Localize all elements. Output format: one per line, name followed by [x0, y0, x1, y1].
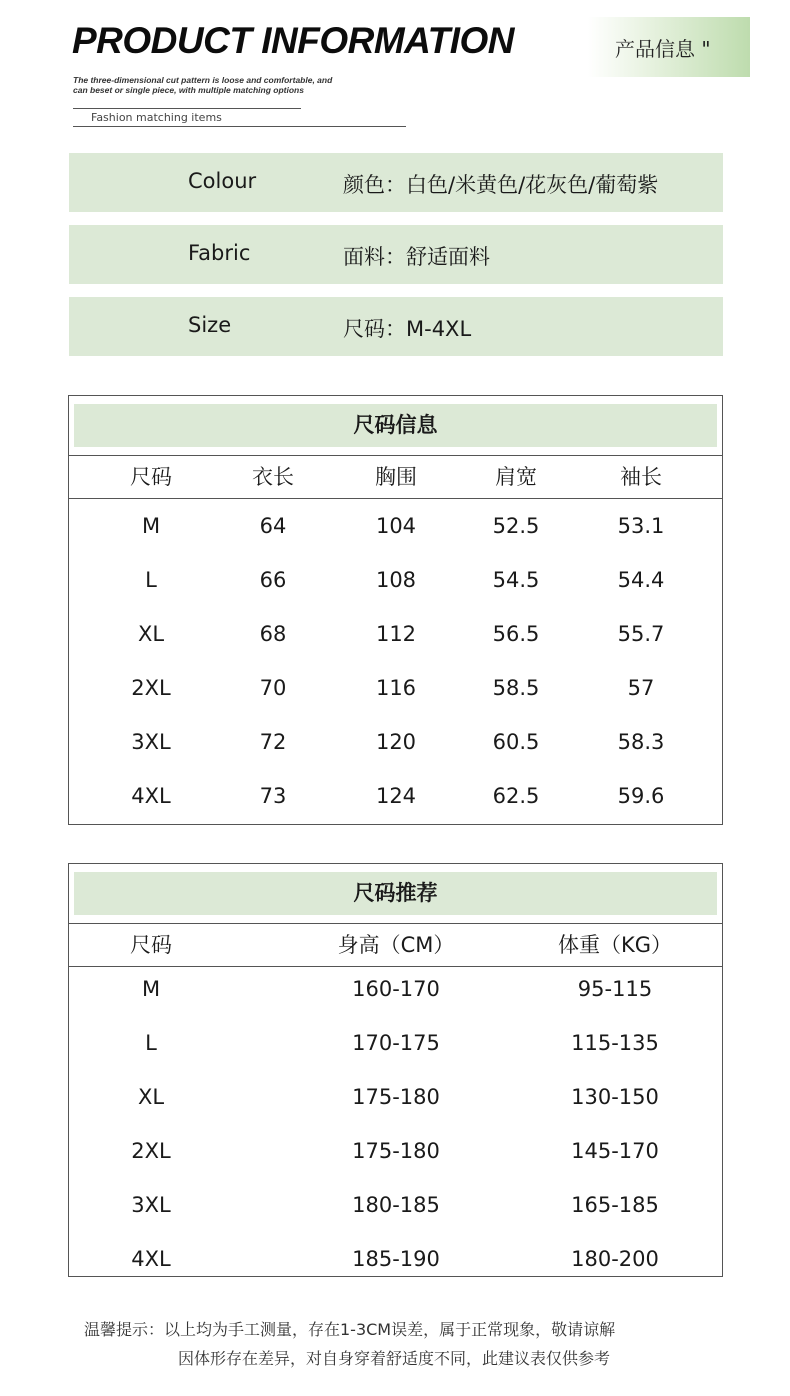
table-cell: 165-185 [571, 1193, 659, 1217]
table-row [69, 974, 722, 1004]
column-header: 胸围 [375, 465, 417, 489]
table-cell: 66 [259, 568, 287, 592]
table-cell: L [145, 568, 157, 592]
table-row [69, 1244, 722, 1274]
header-subtext [73, 75, 403, 95]
table-cell: 175-180 [352, 1085, 440, 1109]
table-cell: 59.6 [617, 784, 665, 808]
divider [73, 108, 301, 109]
table-rule [69, 923, 722, 924]
table-cell: 4XL [131, 784, 171, 808]
table-cell: 3XL [131, 730, 171, 754]
table-row [69, 1082, 722, 1112]
table-row [69, 1190, 722, 1220]
info-value: 面料：舒适面料 [343, 245, 490, 269]
table-cell: 115-135 [571, 1031, 659, 1055]
product-info-badge [588, 17, 750, 77]
column-header: 尺码 [130, 933, 172, 957]
table-cell: M [141, 977, 161, 1001]
table-rule [69, 498, 722, 499]
table-cell: 130-150 [571, 1085, 659, 1109]
table-cell: 2XL [131, 676, 171, 700]
table-row [69, 619, 722, 649]
table-cell: 95-115 [577, 977, 653, 1001]
column-header: 身高（CM） [337, 933, 455, 957]
table-cell: 56.5 [492, 622, 540, 646]
table-cell: 3XL [131, 1193, 171, 1217]
table-cell: 145-170 [571, 1139, 659, 1163]
table-cell: L [145, 1031, 157, 1055]
table-cell: 68 [259, 622, 287, 646]
table-title: 尺码信息 [74, 404, 717, 447]
table-cell: 57 [627, 676, 655, 700]
table-row [69, 511, 722, 541]
size-info-table [68, 395, 723, 825]
info-value: 颜色：白色/米黄色/花灰色/葡萄紫 [343, 173, 659, 197]
table-cell: 180-200 [571, 1247, 659, 1271]
table-row [69, 673, 722, 703]
column-header: 尺码 [130, 465, 172, 489]
table-cell: 108 [375, 568, 417, 592]
table-cell: 54.4 [617, 568, 665, 592]
note-line-2: 因体形存在差异，对自身穿着舒适度不同，此建议表仅供参考 [178, 1349, 611, 1368]
table-cell: XL [137, 1085, 165, 1109]
table-cell: 180-185 [352, 1193, 440, 1217]
table-row [69, 1028, 722, 1058]
column-header: 衣长 [252, 465, 294, 489]
table-row [69, 565, 722, 595]
table-cell: 58.5 [492, 676, 540, 700]
note-line-1: 温馨提示：以上均为手工测量，存在1-3CM误差，属于正常现象，敬请谅解 [84, 1320, 616, 1339]
table-cell: 58.3 [617, 730, 665, 754]
table-cell: 70 [259, 676, 287, 700]
info-row-colour [69, 153, 723, 212]
table-cell: 160-170 [352, 977, 440, 1001]
table-cell: M [141, 514, 161, 538]
table-cell: XL [137, 622, 165, 646]
table-row [69, 727, 722, 757]
table-rule [69, 966, 722, 967]
info-label: Size [188, 313, 232, 337]
table-cell: 72 [259, 730, 287, 754]
table-cell: 54.5 [492, 568, 540, 592]
table-cell: 52.5 [492, 514, 540, 538]
column-header: 体重（KG） [557, 933, 673, 957]
info-row-fabric [69, 225, 723, 284]
badge-label: 产品信息 " [615, 37, 711, 61]
table-cell: 4XL [131, 1247, 171, 1271]
table-header-row [69, 930, 722, 960]
table-title: 尺码推荐 [74, 872, 717, 915]
table-cell: 170-175 [352, 1031, 440, 1055]
divider [73, 126, 406, 127]
table-cell: 104 [375, 514, 417, 538]
table-row [69, 781, 722, 811]
column-header: 袖长 [620, 465, 662, 489]
fashion-caption: Fashion matching items [91, 111, 222, 124]
table-cell: 62.5 [492, 784, 540, 808]
table-cell: 60.5 [492, 730, 540, 754]
table-cell: 73 [259, 784, 287, 808]
table-cell: 185-190 [352, 1247, 440, 1271]
page-title: PRODUCT INFORMATION [72, 20, 514, 61]
table-rule [69, 455, 722, 456]
table-cell: 116 [375, 676, 417, 700]
info-row-size [69, 297, 723, 356]
column-header: 肩宽 [495, 465, 537, 489]
table-cell: 2XL [131, 1139, 171, 1163]
table-cell: 124 [375, 784, 417, 808]
subtext-line-1: The three-dimensional cut pattern is loose and comfortable, and [73, 75, 333, 85]
subtext-line-2: can beset or single piece, with multiple matching options [73, 85, 304, 95]
info-value: 尺码：M-4XL [343, 317, 472, 341]
info-label: Fabric [188, 241, 251, 265]
table-cell: 175-180 [352, 1139, 440, 1163]
table-cell: 120 [375, 730, 417, 754]
table-cell: 112 [375, 622, 417, 646]
table-cell: 53.1 [617, 514, 665, 538]
table-cell: 64 [259, 514, 287, 538]
table-cell: 55.7 [617, 622, 665, 646]
table-row [69, 1136, 722, 1166]
table-header-row [69, 462, 722, 492]
info-label: Colour [188, 169, 257, 193]
size-recommend-table [68, 863, 723, 1277]
